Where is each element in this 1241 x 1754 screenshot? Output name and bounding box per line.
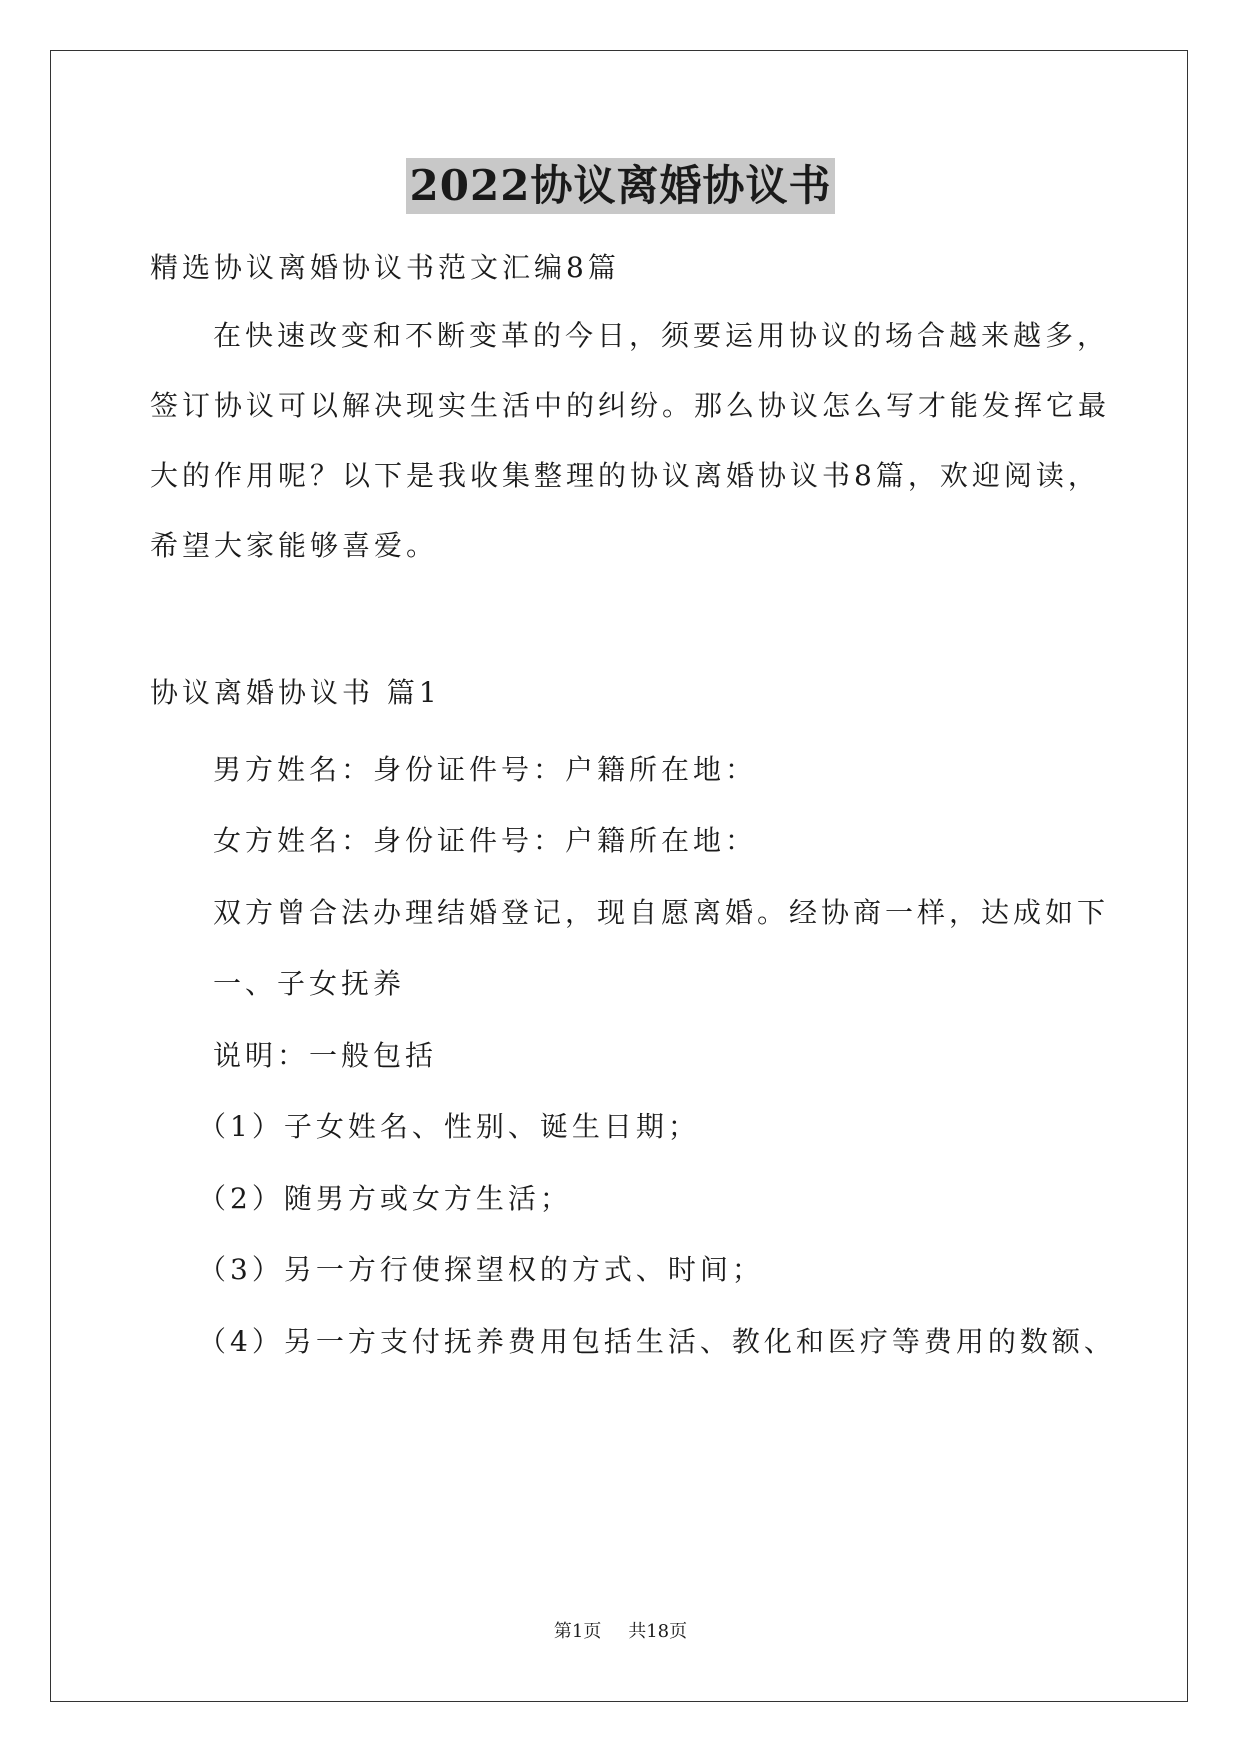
body-line-female: 女方姓名：身份证件号：户籍所在地： <box>213 824 758 857</box>
intro-line-2: 签订协议可以解决现实生活中的纠纷。那么协议怎么写才能发挥它最 <box>150 389 1111 422</box>
document-subtitle: 精选协议离婚协议书范文汇编8篇 <box>150 251 620 284</box>
body-line-item-3: （3）另一方行使探望权的方式、时间； <box>198 1253 764 1286</box>
document-title: 2022协议离婚协议书 <box>406 158 836 214</box>
body-line-note: 说明：一般包括 <box>213 1039 438 1072</box>
section-heading: 协议离婚协议书 篇1 <box>150 676 441 709</box>
intro-line-1: 在快速改变和不断变革的今日，须要运用协议的场合越来越多， <box>213 319 1110 352</box>
body-line-male: 男方姓名：身份证件号：户籍所在地： <box>213 753 758 786</box>
intro-line-3: 大的作用呢？以下是我收集整理的协议离婚协议书8篇，欢迎阅读， <box>150 459 1100 492</box>
body-line-item-4: （4）另一方支付抚养费用包括生活、教化和医疗等费用的数额、 <box>198 1325 1116 1358</box>
title-container <box>0 158 1241 214</box>
body-line-agreement: 双方曾合法办理结婚登记，现自愿离婚。经协商一样，达成如下 <box>213 896 1110 929</box>
page-footer <box>0 1620 1241 1644</box>
body-line-item-1: （1）子女姓名、性别、诞生日期； <box>198 1110 700 1143</box>
intro-line-4: 希望大家能够喜爱。 <box>150 529 439 562</box>
footer-page-number: 第1页 <box>553 1621 602 1642</box>
page-border <box>50 50 1188 1702</box>
footer-total-pages: 共18页 <box>628 1621 688 1642</box>
body-line-child-support-heading: 一、子女抚养 <box>213 967 406 1000</box>
body-line-item-2: （2）随男方或女方生活； <box>198 1182 572 1215</box>
